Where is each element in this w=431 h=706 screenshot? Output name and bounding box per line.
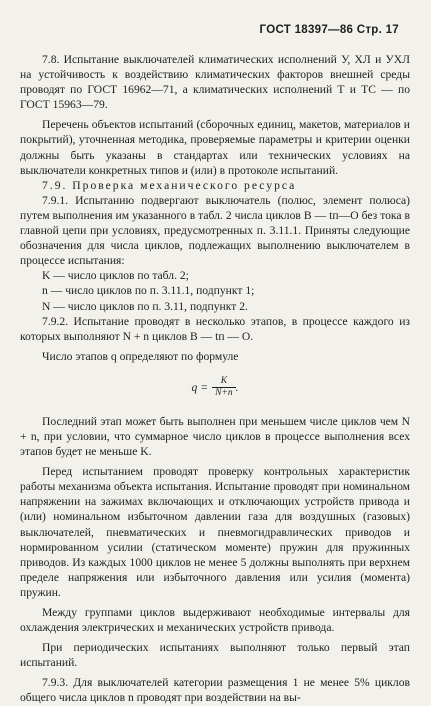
paragraph-formula-intro: Число этапов q определяют по формуле (42, 349, 239, 363)
paragraph-7-8: 7.8. Испытание выключателей климатических исполнений У, ХЛ и УХЛ на устойчивость к воздействию климатических факторов внешней среды проводят по ГОСТ 16962—71, а климатических исполнений Т и ТС — по ГОСТ 15963—79. (20, 53, 410, 112)
paragraph-7-9-3: 7.9.3. Для выключателей категории размещения 1 не менее 5% циклов общего числа циклов n проводят при воздействии на вы- (20, 676, 410, 705)
paragraph-7-9-2: 7.9.2. Испытание проводят в несколько этапов, в процессе каждого из которых выполняют N + n циклов В — tп — О. (20, 314, 410, 343)
formula-lhs: q (191, 381, 198, 395)
document-body (20, 52, 410, 706)
paragraph-periodic: При периодических испытаниях выполняют только первый этап испытаний. (20, 641, 410, 670)
formula-fraction (212, 376, 236, 399)
formula-numerator: K (220, 376, 228, 387)
page-header: ГОСТ 18397—86 Стр. 17 (259, 24, 399, 36)
paragraph-last-stage: Последний этап может быть выполнен при меньшем числе циклов чем N + n, при условии, что суммарное число циклов в процессе выполнения всех этапов будет не меньше K. (20, 414, 410, 459)
paragraph-before-test: Перед испытанием проводят проверку контрольных характеристик работы механизма объекта испытания. Испытание проводят при номинальном напряжении на зажимах включающих и отключающих устройств привода и (или) номинальном избыточном давлении газа для воздушных (газовых) выключателей, пневматических и пневмогидравлических приводов и нормированном усилии (статическом моменте) пружин для пружинных приводов. Из каждых 1000 циклов не менее 5 должны выполнять при верхнем пределе напряжения или избыточного давления или усилия (момента) пружин. (20, 465, 410, 599)
paragraph-7-9-1: 7.9.1. Испытанию подвергают выключатель (полюс, элемент полюса) путем выполнения им указанного в табл. 2 числа циклов В — tп—О без тока в главной цепи при условиях, предусмотренных п. 3.11.1. Приняты следующие обозначения для числа циклов, подлежащих выполнению выключателем в процессе испытания: (20, 193, 410, 268)
paragraph-intervals: Между группами циклов выдерживают необходимые интервалы для охлаждения электрических и механических устройств привода. (20, 606, 410, 635)
section-heading-7-9: 7.9. Проверка механического ресурса (42, 178, 297, 192)
formula-denominator: N+n (212, 387, 236, 399)
definition-n-small: n — число циклов по п. 3.11.1, подпункт 1; (42, 284, 255, 298)
formula-q (20, 366, 410, 410)
paragraph-test-objects: Перечень объектов испытаний (сборочных единиц, макетов, материалов и покрытий), уточненная методика, проверяемые параметры и критерии оценки должны быть указаны в стандартах или технических условиях на выключатели конкретных типов и (или) в протоколе испытаний. (20, 118, 410, 177)
formula-trail: . (235, 381, 239, 395)
definition-k: K — число циклов по табл. 2; (42, 269, 189, 283)
definition-n-capital: N — число циклов по п. 3.11, подпункт 2. (42, 299, 248, 313)
formula-equals: = (200, 381, 209, 395)
